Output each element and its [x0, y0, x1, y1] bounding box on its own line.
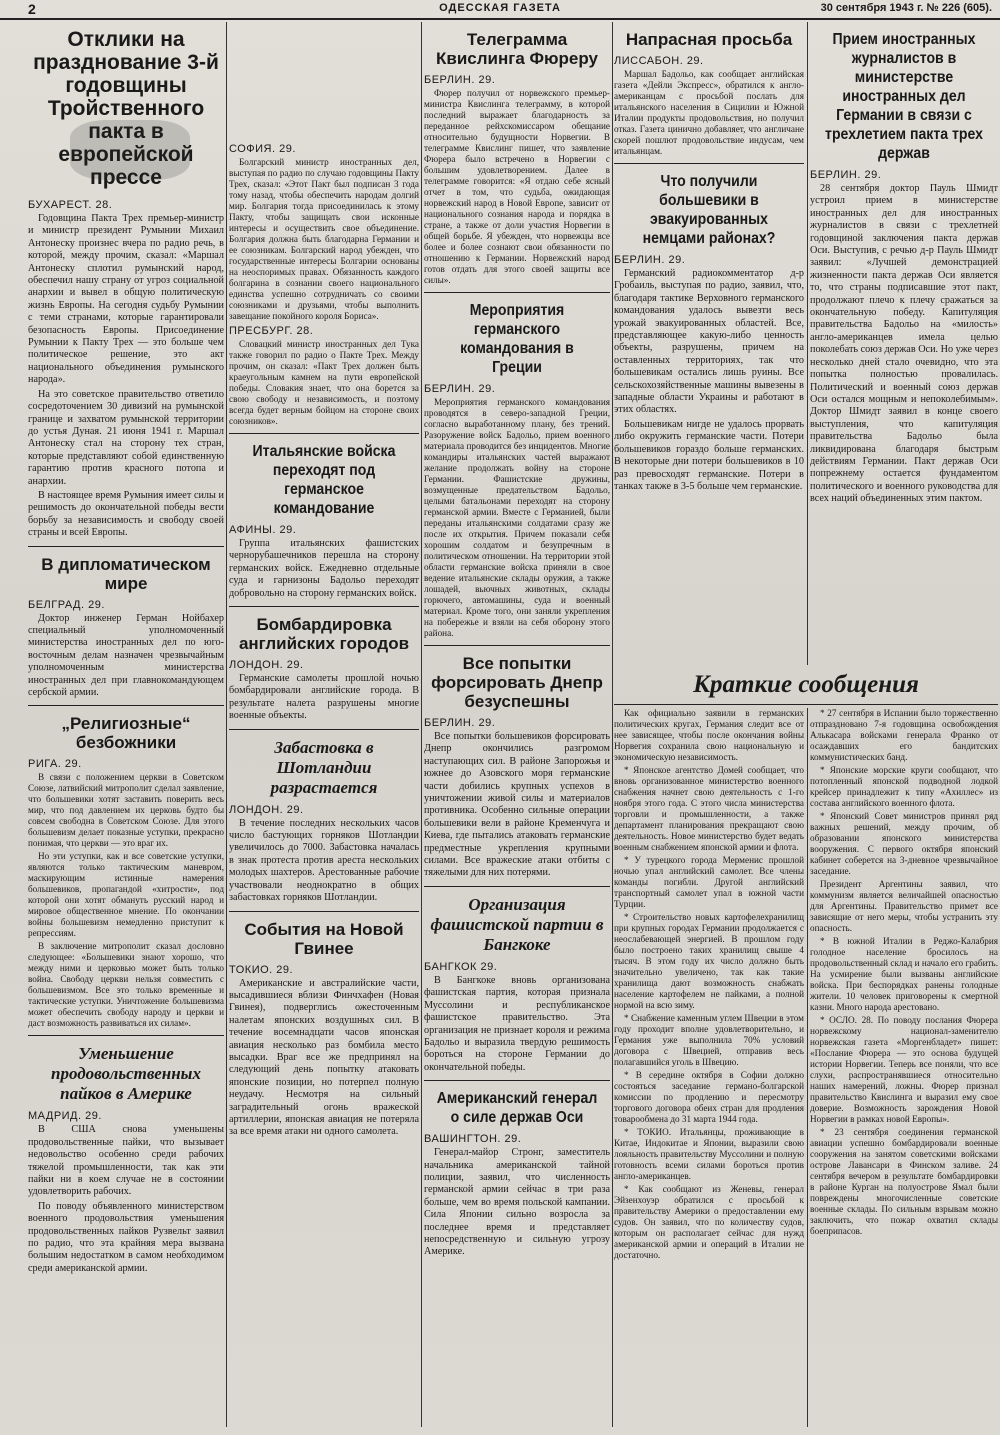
dateline: БЕРЛИН. 29. [424, 717, 496, 729]
ink-stain [70, 120, 190, 180]
column-divider [807, 22, 808, 665]
divider [424, 292, 610, 293]
issue-date: 30 сентября 1943 г. № 226 (605). [820, 2, 992, 14]
paragraph: Группа итальянских фашистских чернорубашечников перешла на сторону германских войск. Ежедневно отдельные суда и гарнизоны Бадольо переходят добровольно на сторону германских войск. [229, 538, 419, 599]
news-item: Президент Аргентины заявил, что коммунизм является величайшей опасностью для Аргентины. Правительство примет все зависящие от него меры, чтобы устранить эту опасность. [810, 879, 998, 933]
news-item: * В середине октября в Софии должно состояться заседание германо-болгарской комиссии по продлению и пересмотру торгового договора обеих стран для продления товарообмена до 31 марта 1944 года. [614, 1070, 804, 1124]
news-item: * 23 сентября соединения германской авиации успешно бомбардировали военные сооружения на занятом советскими войсками острове Лавансари в Финском заливе. 24 сентября вечером в результате бомбардировки в районе Курган на полуострове Ямал были повреждены многочисленные советские военные склады. По сильным взрывам можно заключить, что пожар охватил склады боеприпасов. [810, 1127, 998, 1236]
dateline: ЛИССАБОН. 29. [614, 55, 704, 67]
dateline: МАДРИД. 29. [28, 1110, 102, 1123]
paragraph: В настоящее время Румыния имеет силы и решимость до окончательной победы вести борьбу за независимость и свободу своей страны и всей Европы. [28, 489, 224, 539]
dateline: БЕРЛИН. 29. [614, 254, 686, 266]
paragraph: Все попытки большевиков форсировать Днепр окончились разгромом наступающих сил. В районе Запорожья и южнее до Азовского моря германские части добились крупных успехов в уничтожении живой силы и материалов противника. Особенно сильные операции большевики вели в районе Кременчуга и Киева, где пытались атаковать германские предместные укрепления крупными силами. Все вражеские атаки отбиты с тяжелыми для них потерями. [424, 731, 610, 879]
divider [229, 911, 419, 912]
news-item: * Японский Совет министров принял ряд важных решений, между прочим, об образовании японского министерства вооружения. С первого октября японский кабинет соберется на 3-дневное чрезвычайное заседание. [810, 811, 998, 876]
dateline: АФИНЫ. 29. [229, 524, 297, 536]
article-title-evacuated-areas: Что получили большевики в эвакуированных немцами районах? [642, 173, 776, 247]
news-item: * Строительство новых картофелехранилищ при крупных городах Германии продолжается с неослабевающей энергией. В прошлом году было построено таких хранилищ свыше 4 тысяч. В этом году их число должно быть значительно увеличено, так как такие хранилища дают возможность снабжать население картофелем не пайками, а полной нормой на всю зиму. [614, 912, 804, 1010]
dateline: ТОКИО. 29. [229, 963, 294, 976]
paragraph: Американские и австралийские части, высадившиеся вблизи Финчхафен (Новая Гвинея), подверглись ожесточенным налетам японских воздушных сил. В течение восемнадцати часов японская авиация несколько раз бомбила место высадки. Враг все же предпринял на следующий день попытку атаковать японские позиции, но потерпел полную неудачу. Несмотря на сильный заградительный огонь вражеской артиллерии, японская авиация не потеряла за все время атаки ни одного самолета. [229, 977, 419, 1138]
paragraph: Германский радиокомментатор д-р Гробаиль, выступая по радио, заявил, что, благодаря тактике Верховного германского командования удалось вывезти весь урожай эвакуированных областей. Все, представляющее какую-либо ценность объекты, разрушены, причем на оставленных территориях, так что большевикам остались лишь руины. Все сельскохозяйственные машины вывезены в западные области Украины и работают в этих областях. [614, 268, 804, 416]
short-news-right [810, 708, 998, 1427]
column-divider [807, 708, 808, 1427]
paragraph: Германские самолеты прошлой ночью бомбардировали английские города. В результате налета разрушены многие военные объекты. [229, 673, 419, 722]
masthead [0, 0, 1000, 20]
news-item: Как официально заявили в германских политических кругах, Германия следит все от нее зависящее, чтобы после окончания войны Норвегия сохранила свою национальную и экономическую независимость. [614, 708, 804, 762]
news-item: * Японское агентство Домей сообщает, что вновь организованное министерство военного снабжения начнет свою деятельность с 1-го ноября этого года. С этого числа министерства торговли и промышленности, а также департамент планирования прекращают свою деятельность. Новое министерство будет ведать военным снабжением японской армии и флота. [614, 765, 804, 852]
article-title-religious: „Религиозные“ безбожники [61, 714, 191, 753]
dateline: ПРЕСБУРГ. 28. [229, 325, 314, 337]
article-title-vain-request: Напрасная просьба [625, 30, 793, 49]
column-5 [810, 22, 998, 665]
column-1 [28, 22, 224, 1427]
dateline: ЛОНДОН. 29. [229, 659, 304, 672]
article-title-bombing: Бомбардировка английских городов [238, 615, 410, 654]
article-title-strike: Забастовка в Шотландии разрастается [270, 737, 378, 797]
paper-name: ОДЕССКАЯ ГАЗЕТА [439, 2, 561, 14]
paragraph: Словацкий министр иностранных дел Тука также говорил по радио о Пакте Трех. Между прочим, он сказал: «Пакт Трех должен быть краеугольным камнем на пути европейской победы. Словакия знает, что она борется за свою свободу и независимость, и поэтому всегда будет верным бойцом на стороне своих союзников». [229, 339, 419, 426]
divider [229, 433, 419, 434]
short-news-left [614, 708, 804, 1427]
column-divider [612, 22, 613, 1427]
paragraph: Маршал Бадольо, как сообщает английская газета «Дейли Экспресс», обратился к англо-американцам с просьбой послать для итальянского населения в Сицилии и Южной Италии продукты продовольствия, но получил отказ. Газета цинично добавляет, что англичане скорей пошлют продовольствие индусам, чем итальянцам. [614, 69, 804, 156]
dateline: РИГА. 29. [28, 758, 82, 771]
divider [424, 645, 610, 646]
dateline: ЛОНДОН. 29. [229, 803, 304, 816]
dateline: БУХАРЕСТ. 28. [28, 199, 113, 211]
article-title-bangkok: Организация фашистской партии в Бангкоке [430, 894, 604, 954]
news-item: * В южной Италии в Реджо-Калабрия голодное население бросилось на продовольственный склад и начало его грабить. На усмирение были вызваны английские войска. При беспорядках ранены голодные жители. 10 человек приговорены к смертной казни. Много народа арестовано. [810, 936, 998, 1012]
paragraph: Большевикам нигде не удалось прорвать либо окружить германские части. Потери большевиков гораздо больше германских. В некоторые дни потери большевиков в 10 раз превосходят германские. Потери в танках также в 3-5 больше чем германские. [614, 418, 804, 492]
divider [28, 705, 224, 706]
news-item: * У турецкого города Мерменис прошлой ночью упал английский самолет. Все члены команды погибли. Другой английский транспортный самолет упал в южной части Турции. [614, 855, 804, 909]
news-item: * 27 сентября в Испании было торжественно отпраздновано 7-я годовщина освобождения Алькасара войсками генерала Франко от осаждавших его бандитских коммунистических банд. [810, 708, 998, 762]
column-4 [614, 22, 804, 665]
paragraph: Генерал-майор Стронг, заместитель начальника американской тайной полиции, заявил, что численность германской армии сейчас в три раза больше, чем во время польской кампании. Сила Японии сильно возросла за последнее время и представляет непосредственную и сильную угрозу Америке. [424, 1147, 610, 1258]
column-3 [424, 22, 610, 1427]
paragraph: В течение последних нескольких часов число бастующих горняков Шотландии увеличилось до 7000. Забастовка началась в знак протеста против ареста нескольких молодых шахтеров. Арестованные рабочие участвовали неоднократно в общих забастовках горняков Шотландии. [229, 817, 419, 904]
paragraph: Доктор инженер Герман Нойбахер специальный уполномоченный министерства иностранных дел по юго-восточным делам назначен чрезвычайным уполномоченным министерства иностранных дел при главнокомандующем сербской армии. [28, 612, 224, 698]
paragraph: Но эти уступки, как и все советские уступки, являются только тактическим маневром, маскирующим истинные намерения большевиков, пропагандой «хитрости», под которой они хотят обмануть русский народ и мировое общественное мнение. По окончании войны большевизм немедленно приступит к репрессиям. [28, 851, 224, 939]
column-divider [226, 22, 227, 1427]
paragraph: В США снова уменьшены продовольственные пайки, что вызывает недовольство особенно среди рабочих тяжелой промышленности, так как эти пайки ни в коем случае не в состоянии удовлетворить рабочих. [28, 1124, 224, 1198]
dateline: СОФИЯ. 29. [229, 143, 296, 155]
divider [229, 606, 419, 607]
article-title-new-guinea: События на Новой Гвинее [244, 919, 404, 958]
paragraph: Годовщина Пакта Трех премьер-министр и министр президент Румынии Михаил Антонеску произнес вчера по радио речь, в которой, между прочим, сказал: «Маршал Антонеску сплотил румынский народ, обеспечил нашу страну от угроз социальной анархии и вывел в общую политическую жизнь Европы. На сегодня судьбу Румынии с теми странами, которые гарантировали безопасность Европы. Присоединение Румынии к Пакту Трех — это больше чем политическое решение, это акт национального объединения румынского народа». [28, 213, 224, 386]
divider [28, 546, 224, 547]
article-title-rations: Уменьшение продовольственных пайков в Америке [51, 1044, 201, 1104]
divider [424, 1080, 610, 1081]
news-item: * ТОКИО. Итальянцы, проживающие в Китае, Индокитае и Японии, выразили свою лояльность правительству Муссолини и полную готовность всеми силами бороться против англо-американцев. [614, 1127, 804, 1181]
divider [614, 163, 804, 164]
article-title-diplomatic: В дипломатическом мире [41, 554, 211, 593]
page-number: 2 [28, 1, 36, 17]
divider [424, 886, 610, 887]
news-item: * Снабжение каменным углем Швеции в этом году проходит вполне удовлетворительно, и Германия уже выполнила 70% условий договора с Швецией, отправив весь полагавшийся уголь в Швецию. [614, 1013, 804, 1067]
news-item: * Как сообщают из Женевы, генерал Эйзенхоуэр обратился с просьбой к правительству Америки о предоставлении ему судов. Он заявил, что по количеству судов, которым он располагает сейчас для нужд американской армии и операций в Италии не достаточно. [614, 1184, 804, 1260]
divider [614, 704, 998, 705]
paragraph: Мероприятия германского командования проводятся в северо-западной Греции, согласно выработанному плану, без трений. Разоружение войск Бадольо, прием военного материала проводится без инцидентов. Многие командиры итальянских частей выражают желание продолжать войну на стороне Германии. Фашистские дружины, возмущенные предательством Бадольо, целыми батальонами переходят на сторону германской армии. Вместе с Германией, были переданы итальянскими солдатами сразу же после их открытия. Причем показали себя хорошим солдатом и безупречным в политическом отношении. На территории этой области германские войска приняли в свое ведение итальянские склады оружия, а также лошадей, вьючных животных, склады горючего, автомашины, суда и военный материал. Кроме того, они заняли укрепления на побережье и взяли на себя оборону этого района. [424, 397, 610, 638]
column-divider [421, 22, 422, 1427]
dateline: БЕРЛИН. 29. [424, 74, 496, 86]
paragraph: В заключение митрополит сказал дословно следующее: «Большевики знают хорошо, что между ними и церковью может быть только война. Свободу церкви нельзя совместить с большевизмом. Все это только временные и тактические уступки. Уничтожение большевизма может обеспечить свободу народу и церкви и даст возможность развиваться их силам». [28, 941, 224, 1029]
paragraph: По поводу объявленного министерством военного продовольствия уменьшения продовольственных пайков Рузвельт заявил по радио, что эта крайняя мера вызвана большим недостатком в самом необходимом среди американской армии. [28, 1200, 224, 1274]
dateline: ВАШИНГТОН. 29. [424, 1133, 522, 1146]
article-title-axis-pact-reactions: Отклики на празднование 3-й годовщины Тройственного пакта в европейской прессе [33, 28, 219, 189]
paragraph: Фюрер получил от норвежского премьер-министра Квислинга телеграмму, в которой последний выражает благодарность за переданное рейхскомиссаром обещание относительно будущности Норвегии. В телеграмме Квислинг пишет, что заявление Фюрера было встречено в Норвегии с большим удовлетворением. Далее в телеграмме говорится: «Я отдаю себе ясный отчет в том, что судьба, ожидающая норвежский народ в Новой Европе, зависит от национального сознания народа и порядка в стране, а также от доли участия Норвегии в общей борьбе. Я убежден, что норвежцы все более и более сознают свои обязанности по отношению к Германии. Норвежский народ готов отдать для этого своей защиты все силы». [424, 88, 610, 285]
article-title-american-general: Американский генерал о силе держав Оси [436, 1090, 598, 1127]
paragraph: 28 сентября доктор Пауль Шмидт устроил прием в министерстве иностранных дел для иностранных журналистов в связи с трехлетней годовщиной заключения пакта держав Оси. Выступив, с речью д-р Пауль Шмидт заявил: «Лучшей демонстрацией жизненности пакта держав Оси является то, что страны подписавшие этот пакт, продолжают плечо к плечу сражаться за окончательную победу. Капитуляция правительства Бадольо на «милость» англо-американцев имела целью поколебать союз держав Оси. Но уже через несколько дней стало очевидно, что эта попытка полностью провалилась. Политический и военный союз держав Оси остался мощным и непоколебимым». Доктор Шмидт заявил в конце своего выступления, что капитуляция правительства Бадольо была ликвидирована благодаря быстрым действиям Германии. Пакт держав Оси попрежнему остается фундаментом политического и военного руководства для всех наций объединенных этим пактом. [810, 183, 998, 505]
column-2 [229, 22, 419, 1427]
article-title-journalists-reception: Прием иностранных журналистов в министерстве иностранных дел Германии в связи с трехлетием пакта трех держав [825, 31, 983, 162]
divider [28, 1035, 224, 1036]
dateline: БЕРЛИН. 29. [810, 169, 882, 181]
paragraph: В Бангкоке вновь организована фашистская партия, которая признала Муссолини и республиканское фашистское правительство. Эта организация не признает короля и режима Бадольо и выразила твердую решимость бороться на стороне Германии до окончательной победы. [424, 974, 610, 1073]
dateline: БЕЛГРАД. 29. [28, 598, 105, 611]
article-title-dnieper: Все попытки форсировать Днепр безуспешны [431, 654, 603, 711]
short-news-title: Краткие сообщения [693, 671, 919, 698]
dateline: БЕРЛИН. 29. [424, 383, 496, 395]
dateline: БАНГКОК 29. [424, 960, 498, 973]
article-title-greece: Мероприятия германского командования в Греции [460, 302, 574, 376]
paragraph: Болгарский министр иностранных дел, выступая по радио по случаю годовщины Пакту Трех, сказал: «Этот Пакт был подписан 3 года тому назад, чтобы обеспечить народам долгий мир. Болгария тогда присоединилась к этому Пакту, чтобы защищать свои исконные интересы и осуществить свое объединение. Болгария должна быть благодарна Германии и ее союзникам. Болгарский народ убежден, что государственные интересы Болгарии основаны на неоспоримых правах. Обязанность каждого болгарина в сознании своего национального единства успешно сотрудничать со своими союзниками и друзьями, чтобы выполнить завещание покойного короля Бориса». [229, 157, 419, 321]
paragraph: На это советское правительство ответило сосредоточением 30 дивизий на румынской границе и захватом румынской территории до устья Дуная. 21 июня 1941 г. Маршал Антонеску стал на сторону тех стран, которые представляют собой единственную гарантию против красного потопа и анархии. [28, 388, 224, 487]
article-title-italian-troops: Итальянские войска переходят под германское командование [252, 443, 396, 517]
news-item: * Японские морские круги сообщают, что потопленный японской подводной лодкой крейсер принадлежит к типу «Ахиллес» из состава английского военного флота. [810, 765, 998, 808]
news-item: * ОСЛО. 28. По поводу послания Фюрера норвежскому национал-заменителю норвежская газета «Моргенбладет» пишет: «Послание Фюрера — это основа будущей истории Норвегии. Теперь все поняли, что все слухи, распространявшиеся относительно наших намерений, ложны. Фюрер признал правительство Квислинга и выразил ему свое доверие. Возможность зарождения Новой Норвегии в рамках новой Европы». [810, 1015, 998, 1124]
paragraph: В связи с положением церкви в Советском Союзе, латвийский митрополит сделал заявление, что большевики хотят заставить поверить весь мир, что под давлением их церковь будто бы совсем свободна в Советском Союзе. Для этого большевизм делает показные уступки, прекрасно понимая, что церкви — это враг их. [28, 772, 224, 849]
divider [229, 729, 419, 730]
article-title-quisling: Телеграмма Квислинга Фюреру [436, 30, 598, 68]
